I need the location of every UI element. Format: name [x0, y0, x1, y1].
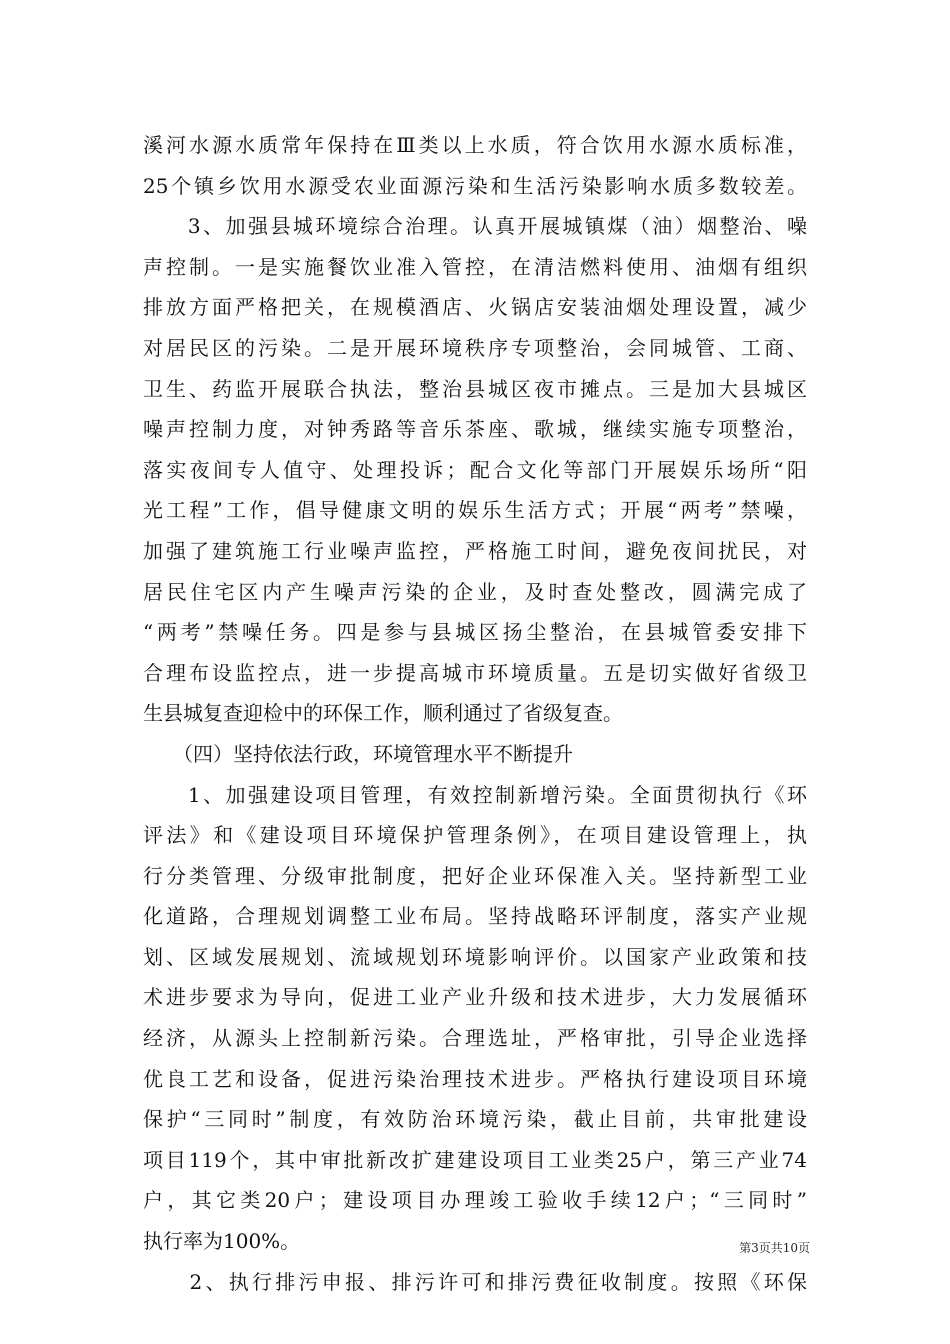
- text-line: 2、执行排污申报、排污许可和排污费征收制度。按照《环保: [143, 1269, 807, 1294]
- document-body: [143, 125, 807, 1302]
- text-line: 行分类管理、分级审批制度，把好企业环保准入关。坚持新型工业: [143, 863, 807, 888]
- text-line: 术进步要求为导向，促进工业产业升级和技术进步，大力发展循环: [143, 985, 807, 1010]
- text-line: 光工程”工作，倡导健康文明的娱乐生活方式；开展“两考”禁噪，: [143, 498, 807, 523]
- text-line: 声控制。一是实施餐饮业准入管控，在清洁燃料使用、油烟有组织: [143, 254, 807, 279]
- page-number: 第3页共10页: [739, 1241, 810, 1255]
- text-line: 保护“三同时”制度，有效防治环境污染，截止目前，共审批建设: [143, 1107, 807, 1132]
- text-line: 经济，从源头上控制新污染。合理选址，严格审批，引导企业选择: [143, 1026, 807, 1051]
- text-line: “两考”禁噪任务。四是参与县城区扬尘整治，在县城管委安排下: [143, 620, 807, 645]
- text-line: 化道路，合理规划调整工业布局。坚持战略环评制度，落实产业规: [143, 904, 807, 929]
- text-line: 1、加强建设项目管理，有效控制新增污染。全面贯彻执行《环: [143, 782, 807, 807]
- text-line: 评法》和《建设项目环境保护管理条例》，在项目建设管理上，执: [143, 823, 807, 848]
- text-line: 优良工艺和设备，促进污染治理技术进步。严格执行建设项目环境: [143, 1066, 807, 1091]
- text-line: 生县城复查迎检中的环保工作，顺利通过了省级复查。: [143, 701, 623, 726]
- text-line: 居民住宅区内产生噪声污染的企业，及时查处整改，圆满完成了: [143, 579, 807, 604]
- text-line: 噪声控制力度，对钟秀路等音乐茶座、歌城，继续实施专项整治，: [143, 417, 807, 442]
- text-line: 25个镇乡饮用水源受农业面源污染和生活污染影响水质多数较差。: [143, 173, 807, 198]
- text-line: 合理布设监控点，进一步提高城市环境质量。五是切实做好省级卫: [143, 660, 807, 685]
- text-line: 划、区域发展规划、流域规划环境影响评价。以国家产业政策和技: [143, 944, 807, 969]
- text-line: 户，其它类20户；建设项目办理竣工验收手续12户；“三同时”: [143, 1188, 807, 1213]
- text-line: 落实夜间专人值守、处理投诉；配合文化等部门开展娱乐场所“阳: [143, 457, 807, 482]
- text-line: 对居民区的污染。二是开展环境秩序专项整治，会同城管、工商、: [143, 335, 807, 360]
- text-line: 执行率为100%。: [143, 1229, 301, 1254]
- text-line: 溪河水源水质常年保持在Ⅲ类以上水质，符合饮用水源水质标准，: [143, 133, 807, 157]
- text-line: 排放方面严格把关，在规模酒店、火锅店安装油烟处理设置，减少: [143, 295, 807, 320]
- text-line: 卫生、药监开展联合执法，整治县城区夜市摊点。三是加大县城区: [143, 376, 807, 401]
- text-line: （四）坚持依法行政，环境管理水平不断提升: [143, 741, 573, 766]
- text-line: 3、加强县城环境综合治理。认真开展城镇煤（油）烟整治、噪: [143, 214, 807, 239]
- text-line: 项目119个，其中审批新改扩建建设项目工业类25户，第三产业74: [143, 1147, 807, 1172]
- text-line: 加强了建筑施工行业噪声监控，严格施工时间，避免夜间扰民，对: [143, 538, 807, 563]
